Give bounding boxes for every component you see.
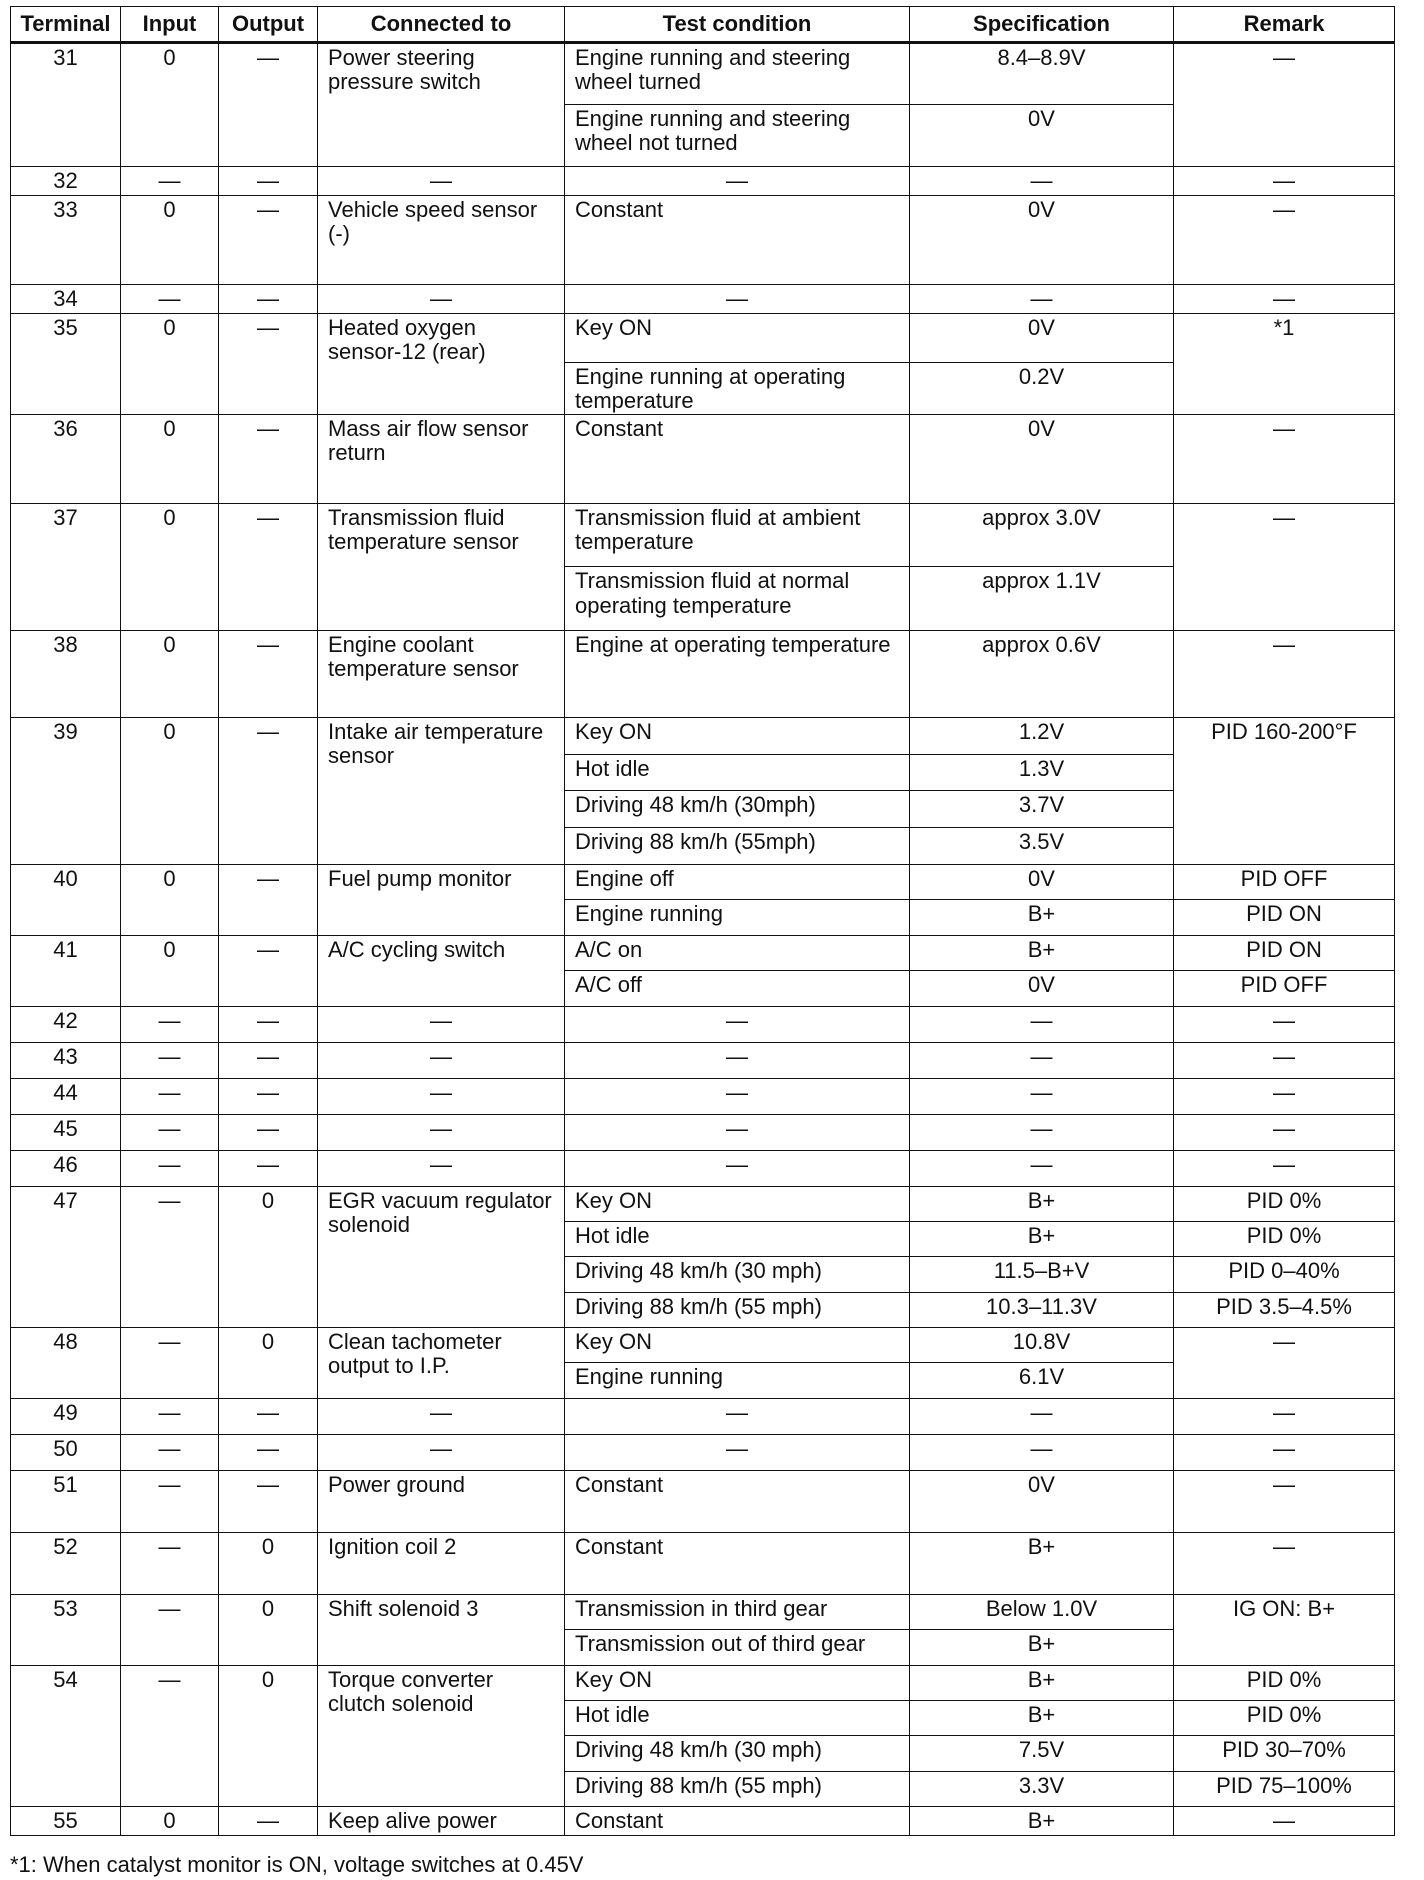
terminal-number: 45	[11, 1114, 121, 1150]
output-value: —	[219, 196, 318, 285]
remark: PID ON	[1174, 900, 1395, 936]
table-row	[11, 1398, 1395, 1434]
specification: 3.7V	[910, 791, 1174, 828]
table-row	[11, 935, 1395, 971]
remark: —	[1174, 414, 1395, 503]
test-condition: Engine running	[565, 900, 910, 936]
test-condition: Key ON	[565, 717, 910, 754]
remark: —	[1174, 1806, 1395, 1835]
output-value: 0	[219, 1532, 318, 1594]
specification: B+	[910, 900, 1174, 936]
output-value: —	[219, 1434, 318, 1470]
remark: —	[1174, 1042, 1395, 1078]
connected-to: —	[318, 1150, 565, 1186]
terminal-number: 39	[11, 717, 121, 864]
remark: PID 160-200°F	[1174, 717, 1395, 864]
remark: —	[1174, 285, 1395, 314]
test-condition: Hot idle	[565, 1701, 910, 1736]
specification: 10.8V	[910, 1327, 1174, 1363]
specification: B+	[910, 1665, 1174, 1700]
input-value: 0	[121, 630, 219, 717]
output-value: 0	[219, 1594, 318, 1665]
remark: PID 0%	[1174, 1222, 1395, 1257]
remark: —	[1174, 1078, 1395, 1114]
remark: —	[1174, 1006, 1395, 1042]
terminal-number: 47	[11, 1186, 121, 1327]
remark: PID OFF	[1174, 864, 1395, 900]
terminal-number: 46	[11, 1150, 121, 1186]
specification: B+	[910, 1701, 1174, 1736]
remark: IG ON: B+	[1174, 1594, 1395, 1665]
input-value: 0	[121, 414, 219, 503]
connected-to: Heated oxygen sensor-12 (rear)	[318, 314, 565, 415]
specification: 8.4–8.9V	[910, 43, 1174, 105]
test-condition: A/C on	[565, 935, 910, 971]
output-value: —	[219, 43, 318, 167]
test-condition: Key ON	[565, 314, 910, 363]
test-condition: Driving 48 km/h (30 mph)	[565, 1736, 910, 1771]
header-test-condition: Test condition	[565, 7, 910, 43]
output-value: —	[219, 1470, 318, 1532]
terminal-number: 35	[11, 314, 121, 415]
output-value: —	[219, 935, 318, 1006]
terminal-number: 54	[11, 1665, 121, 1806]
test-condition: —	[565, 1006, 910, 1042]
input-value: 0	[121, 314, 219, 415]
test-condition: Engine running and steering wheel turned	[565, 43, 910, 105]
specification: 0V	[910, 414, 1174, 503]
connected-to: Shift solenoid 3	[318, 1594, 565, 1665]
remark: PID OFF	[1174, 971, 1395, 1007]
specification: 0V	[910, 314, 1174, 363]
specification: 3.3V	[910, 1771, 1174, 1806]
table-row	[11, 1150, 1395, 1186]
test-condition: Engine running and steering wheel not turned	[565, 105, 910, 167]
output-value: —	[219, 1150, 318, 1186]
terminal-number: 52	[11, 1532, 121, 1594]
specification: B+	[910, 1186, 1174, 1221]
input-value: —	[121, 1150, 219, 1186]
output-value: —	[219, 864, 318, 935]
terminal-number: 36	[11, 414, 121, 503]
remark: PID 30–70%	[1174, 1736, 1395, 1771]
test-condition: —	[565, 167, 910, 196]
table-row	[11, 167, 1395, 196]
test-condition: Key ON	[565, 1327, 910, 1363]
header-row	[11, 7, 1395, 43]
specification: —	[910, 1398, 1174, 1434]
table-row	[11, 630, 1395, 717]
specification: —	[910, 1434, 1174, 1470]
input-value: —	[121, 285, 219, 314]
output-value: —	[219, 414, 318, 503]
test-condition: Driving 88 km/h (55 mph)	[565, 1292, 910, 1327]
specification: B+	[910, 1532, 1174, 1594]
specification: 6.1V	[910, 1363, 1174, 1399]
test-condition: Engine at operating temperature	[565, 630, 910, 717]
table-row	[11, 1665, 1395, 1700]
connected-to: —	[318, 1114, 565, 1150]
output-value: —	[219, 1398, 318, 1434]
output-value: 0	[219, 1327, 318, 1398]
remark: PID 0%	[1174, 1701, 1395, 1736]
terminal-number: 31	[11, 43, 121, 167]
pcm-terminal-table	[10, 6, 1395, 1836]
input-value: —	[121, 1186, 219, 1327]
terminal-number: 53	[11, 1594, 121, 1665]
specification: B+	[910, 1806, 1174, 1835]
specification: —	[910, 1114, 1174, 1150]
specification: 0V	[910, 196, 1174, 285]
table-body	[11, 43, 1395, 1836]
remark: —	[1174, 503, 1395, 630]
specification: approx 3.0V	[910, 503, 1174, 567]
remark: PID ON	[1174, 935, 1395, 971]
table-row	[11, 503, 1395, 567]
table-row	[11, 1806, 1395, 1835]
connected-to: —	[318, 285, 565, 314]
specification: —	[910, 1042, 1174, 1078]
connected-to: Ignition coil 2	[318, 1532, 565, 1594]
remark: —	[1174, 1470, 1395, 1532]
terminal-number: 37	[11, 503, 121, 630]
input-value: —	[121, 1594, 219, 1665]
remark: PID 75–100%	[1174, 1771, 1395, 1806]
input-value: —	[121, 1532, 219, 1594]
table-row	[11, 1594, 1395, 1630]
remark: PID 0%	[1174, 1186, 1395, 1221]
test-condition: —	[565, 1114, 910, 1150]
connected-to: Power ground	[318, 1470, 565, 1532]
table-row	[11, 314, 1395, 363]
test-condition: Engine running	[565, 1363, 910, 1399]
input-value: —	[121, 1470, 219, 1532]
table-row	[11, 1470, 1395, 1532]
test-condition: Driving 48 km/h (30 mph)	[565, 1257, 910, 1292]
test-condition: —	[565, 1150, 910, 1186]
connected-to: —	[318, 1078, 565, 1114]
remark: —	[1174, 1114, 1395, 1150]
terminal-number: 32	[11, 167, 121, 196]
input-value: —	[121, 1078, 219, 1114]
connected-to: —	[318, 1434, 565, 1470]
specification: approx 1.1V	[910, 567, 1174, 631]
table-row	[11, 1042, 1395, 1078]
remark: —	[1174, 43, 1395, 167]
input-value: —	[121, 167, 219, 196]
connected-to: Mass air flow sensor return	[318, 414, 565, 503]
connected-to: Intake air temperature sensor	[318, 717, 565, 864]
header-output: Output	[219, 7, 318, 43]
specification: —	[910, 167, 1174, 196]
table-row	[11, 1327, 1395, 1363]
table-row	[11, 285, 1395, 314]
header-input: Input	[121, 7, 219, 43]
output-value: —	[219, 167, 318, 196]
test-condition: Engine off	[565, 864, 910, 900]
terminal-number: 42	[11, 1006, 121, 1042]
specification: B+	[910, 935, 1174, 971]
terminal-number: 48	[11, 1327, 121, 1398]
terminal-number: 44	[11, 1078, 121, 1114]
specification: 7.5V	[910, 1736, 1174, 1771]
terminal-number: 51	[11, 1470, 121, 1532]
remark: —	[1174, 1327, 1395, 1398]
test-condition: Transmission fluid at normal operating temperature	[565, 567, 910, 631]
specification: 3.5V	[910, 828, 1174, 865]
remark: —	[1174, 1398, 1395, 1434]
terminal-number: 38	[11, 630, 121, 717]
table-row	[11, 1434, 1395, 1470]
test-condition: Constant	[565, 196, 910, 285]
connected-to: —	[318, 1398, 565, 1434]
connected-to: Engine coolant temperature sensor	[318, 630, 565, 717]
connected-to: Clean tachometer output to I.P.	[318, 1327, 565, 1398]
test-condition: Constant	[565, 1806, 910, 1835]
table-row	[11, 1006, 1395, 1042]
terminal-number: 43	[11, 1042, 121, 1078]
test-condition: Constant	[565, 1470, 910, 1532]
connected-to: Fuel pump monitor	[318, 864, 565, 935]
connected-to: Keep alive power	[318, 1806, 565, 1835]
test-condition: —	[565, 1434, 910, 1470]
terminal-number: 55	[11, 1806, 121, 1835]
specification: —	[910, 1006, 1174, 1042]
specification: 0V	[910, 105, 1174, 167]
header-remark: Remark	[1174, 7, 1395, 43]
test-condition: —	[565, 285, 910, 314]
remark: PID 3.5–4.5%	[1174, 1292, 1395, 1327]
test-condition: Transmission fluid at ambient temperature	[565, 503, 910, 567]
specification: 1.2V	[910, 717, 1174, 754]
connected-to: Vehicle speed sensor (-)	[318, 196, 565, 285]
output-value: —	[219, 1114, 318, 1150]
test-condition: Driving 88 km/h (55 mph)	[565, 1771, 910, 1806]
header-terminal: Terminal	[11, 7, 121, 43]
connected-to: Torque converter clutch solenoid	[318, 1665, 565, 1806]
input-value: —	[121, 1006, 219, 1042]
test-condition: —	[565, 1042, 910, 1078]
specification: B+	[910, 1222, 1174, 1257]
footnote: *1: When catalyst monitor is ON, voltage switches at 0.45V	[10, 1852, 584, 1877]
terminal-number: 33	[11, 196, 121, 285]
test-condition: Constant	[565, 1532, 910, 1594]
connected-to: A/C cycling switch	[318, 935, 565, 1006]
table-row	[11, 864, 1395, 900]
remark: PID 0–40%	[1174, 1257, 1395, 1292]
output-value: —	[219, 1006, 318, 1042]
test-condition: Key ON	[565, 1186, 910, 1221]
remark: —	[1174, 630, 1395, 717]
output-value: —	[219, 1078, 318, 1114]
terminal-number: 50	[11, 1434, 121, 1470]
terminal-number: 41	[11, 935, 121, 1006]
specification: B+	[910, 1630, 1174, 1666]
input-value: —	[121, 1327, 219, 1398]
input-value: 0	[121, 717, 219, 864]
test-condition: Transmission out of third gear	[565, 1630, 910, 1666]
test-condition: Engine running at operating temperature	[565, 362, 910, 414]
test-condition: A/C off	[565, 971, 910, 1007]
specification: 0V	[910, 1470, 1174, 1532]
output-value: 0	[219, 1665, 318, 1806]
terminal-number: 40	[11, 864, 121, 935]
output-value: —	[219, 1806, 318, 1835]
connected-to: Transmission fluid temperature sensor	[318, 503, 565, 630]
test-condition: Key ON	[565, 1665, 910, 1700]
specification: Below 1.0V	[910, 1594, 1174, 1630]
specification: —	[910, 1150, 1174, 1186]
table-row	[11, 1114, 1395, 1150]
table-row	[11, 43, 1395, 105]
remark: —	[1174, 1532, 1395, 1594]
output-value: —	[219, 1042, 318, 1078]
table-row	[11, 1078, 1395, 1114]
input-value: 0	[121, 43, 219, 167]
table-row	[11, 717, 1395, 754]
output-value: —	[219, 503, 318, 630]
test-condition: —	[565, 1078, 910, 1114]
connected-to: —	[318, 1042, 565, 1078]
terminal-number: 49	[11, 1398, 121, 1434]
test-condition: Transmission in third gear	[565, 1594, 910, 1630]
remark: —	[1174, 1434, 1395, 1470]
specification: 0.2V	[910, 362, 1174, 414]
table-row	[11, 196, 1395, 285]
input-value: —	[121, 1665, 219, 1806]
remark: —	[1174, 167, 1395, 196]
output-value: —	[219, 717, 318, 864]
remark: —	[1174, 1150, 1395, 1186]
specification: —	[910, 1078, 1174, 1114]
specification: 1.3V	[910, 754, 1174, 791]
input-value: —	[121, 1398, 219, 1434]
specification: —	[910, 285, 1174, 314]
test-condition: —	[565, 1398, 910, 1434]
specification: 0V	[910, 971, 1174, 1007]
input-value: —	[121, 1114, 219, 1150]
terminal-number: 34	[11, 285, 121, 314]
table-row	[11, 414, 1395, 503]
connected-to: —	[318, 167, 565, 196]
connected-to: EGR vacuum regulator solenoid	[318, 1186, 565, 1327]
output-value: —	[219, 314, 318, 415]
input-value: 0	[121, 1806, 219, 1835]
specification: approx 0.6V	[910, 630, 1174, 717]
output-value: —	[219, 285, 318, 314]
test-condition: Driving 48 km/h (30mph)	[565, 791, 910, 828]
test-condition: Hot idle	[565, 754, 910, 791]
input-value: 0	[121, 503, 219, 630]
input-value: 0	[121, 864, 219, 935]
table-row	[11, 1532, 1395, 1594]
specification: 11.5–B+V	[910, 1257, 1174, 1292]
input-value: 0	[121, 196, 219, 285]
test-condition: Hot idle	[565, 1222, 910, 1257]
output-value: —	[219, 630, 318, 717]
remark: *1	[1174, 314, 1395, 415]
connected-to: —	[318, 1006, 565, 1042]
input-value: —	[121, 1042, 219, 1078]
output-value: 0	[219, 1186, 318, 1327]
specification: 10.3–11.3V	[910, 1292, 1174, 1327]
input-value: —	[121, 1434, 219, 1470]
table-row	[11, 1186, 1395, 1221]
connected-to: Power steering pressure switch	[318, 43, 565, 167]
specification: 0V	[910, 864, 1174, 900]
input-value: 0	[121, 935, 219, 1006]
test-condition: Constant	[565, 414, 910, 503]
remark: PID 0%	[1174, 1665, 1395, 1700]
header-connected-to: Connected to	[318, 7, 565, 43]
remark: —	[1174, 196, 1395, 285]
header-specification: Specification	[910, 7, 1174, 43]
test-condition: Driving 88 km/h (55mph)	[565, 828, 910, 865]
